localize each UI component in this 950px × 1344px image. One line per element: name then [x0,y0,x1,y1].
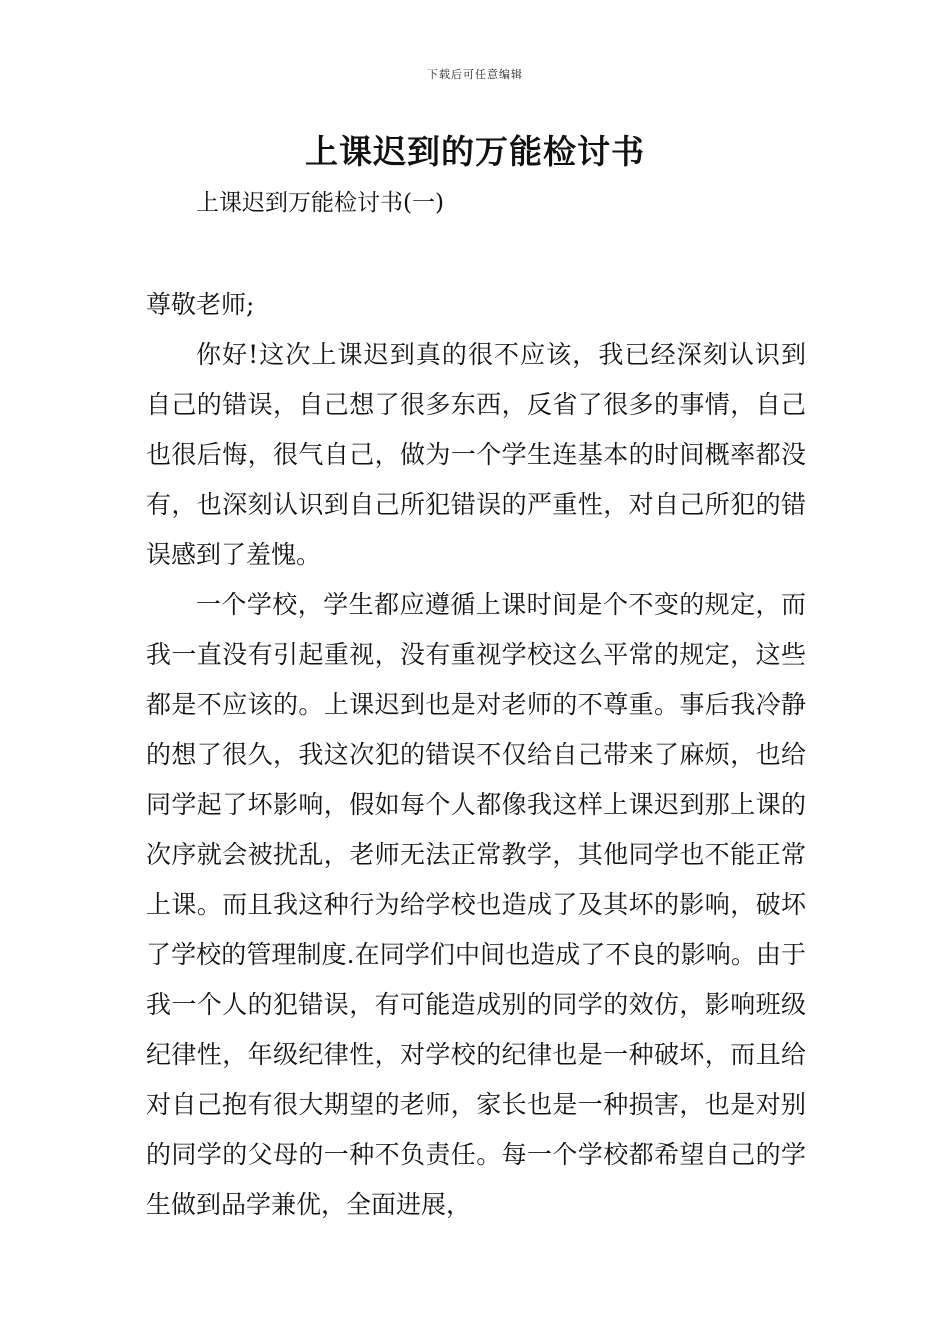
salutation: 尊敬老师; [146,290,255,319]
header-note: 下载后可任意编辑 [427,68,523,81]
document-title: 上课迟到的万能检讨书 [305,132,645,171]
paragraph-1: 你好!这次上课迟到真的很不应该，我已经深刻认识到自己的错误，自己想了很多东西，反省了很多的事情，自己也很后悔，很气自己，做为一个学生连基本的时间概率都没有，也深刻认识到自己所犯错误的严重性，对自己所犯的错误感到了羞愧。 [146,340,806,569]
document-body [146,280,806,1230]
paragraph-2: 一个学校，学生都应遵循上课时间是个不变的规定，而我一直没有引起重视，没有重视学校这么平常的规定，这些都是不应该的。上课迟到也是对老师的不尊重。事后我冷静的想了很久，我这次犯的错误不仅给自己带来了麻烦，也给同学起了坏影响，假如每个人都像我这样上课迟到那上课的次序就会被扰乱，老师无法正常教学，其他同学也不能正常上课。而且我这种行为给学校也造成了及其坏的影响，破坏了学校的管理制度.在同学们中间也造成了不良的影响。由于我一个人的犯错误，有可能造成别的同学的效仿，影响班级纪律性，年级纪律性，对学校的纪律也是一种破坏，而且给对自己抱有很大期望的老师，家长也是一种损害，也是对别的同学的父母的一种不负责任。每一个学校都希望自己的学生做到品学兼优，全面进展， [146,590,806,1219]
document-subtitle: 上课迟到万能检讨书(一) [196,190,444,216]
